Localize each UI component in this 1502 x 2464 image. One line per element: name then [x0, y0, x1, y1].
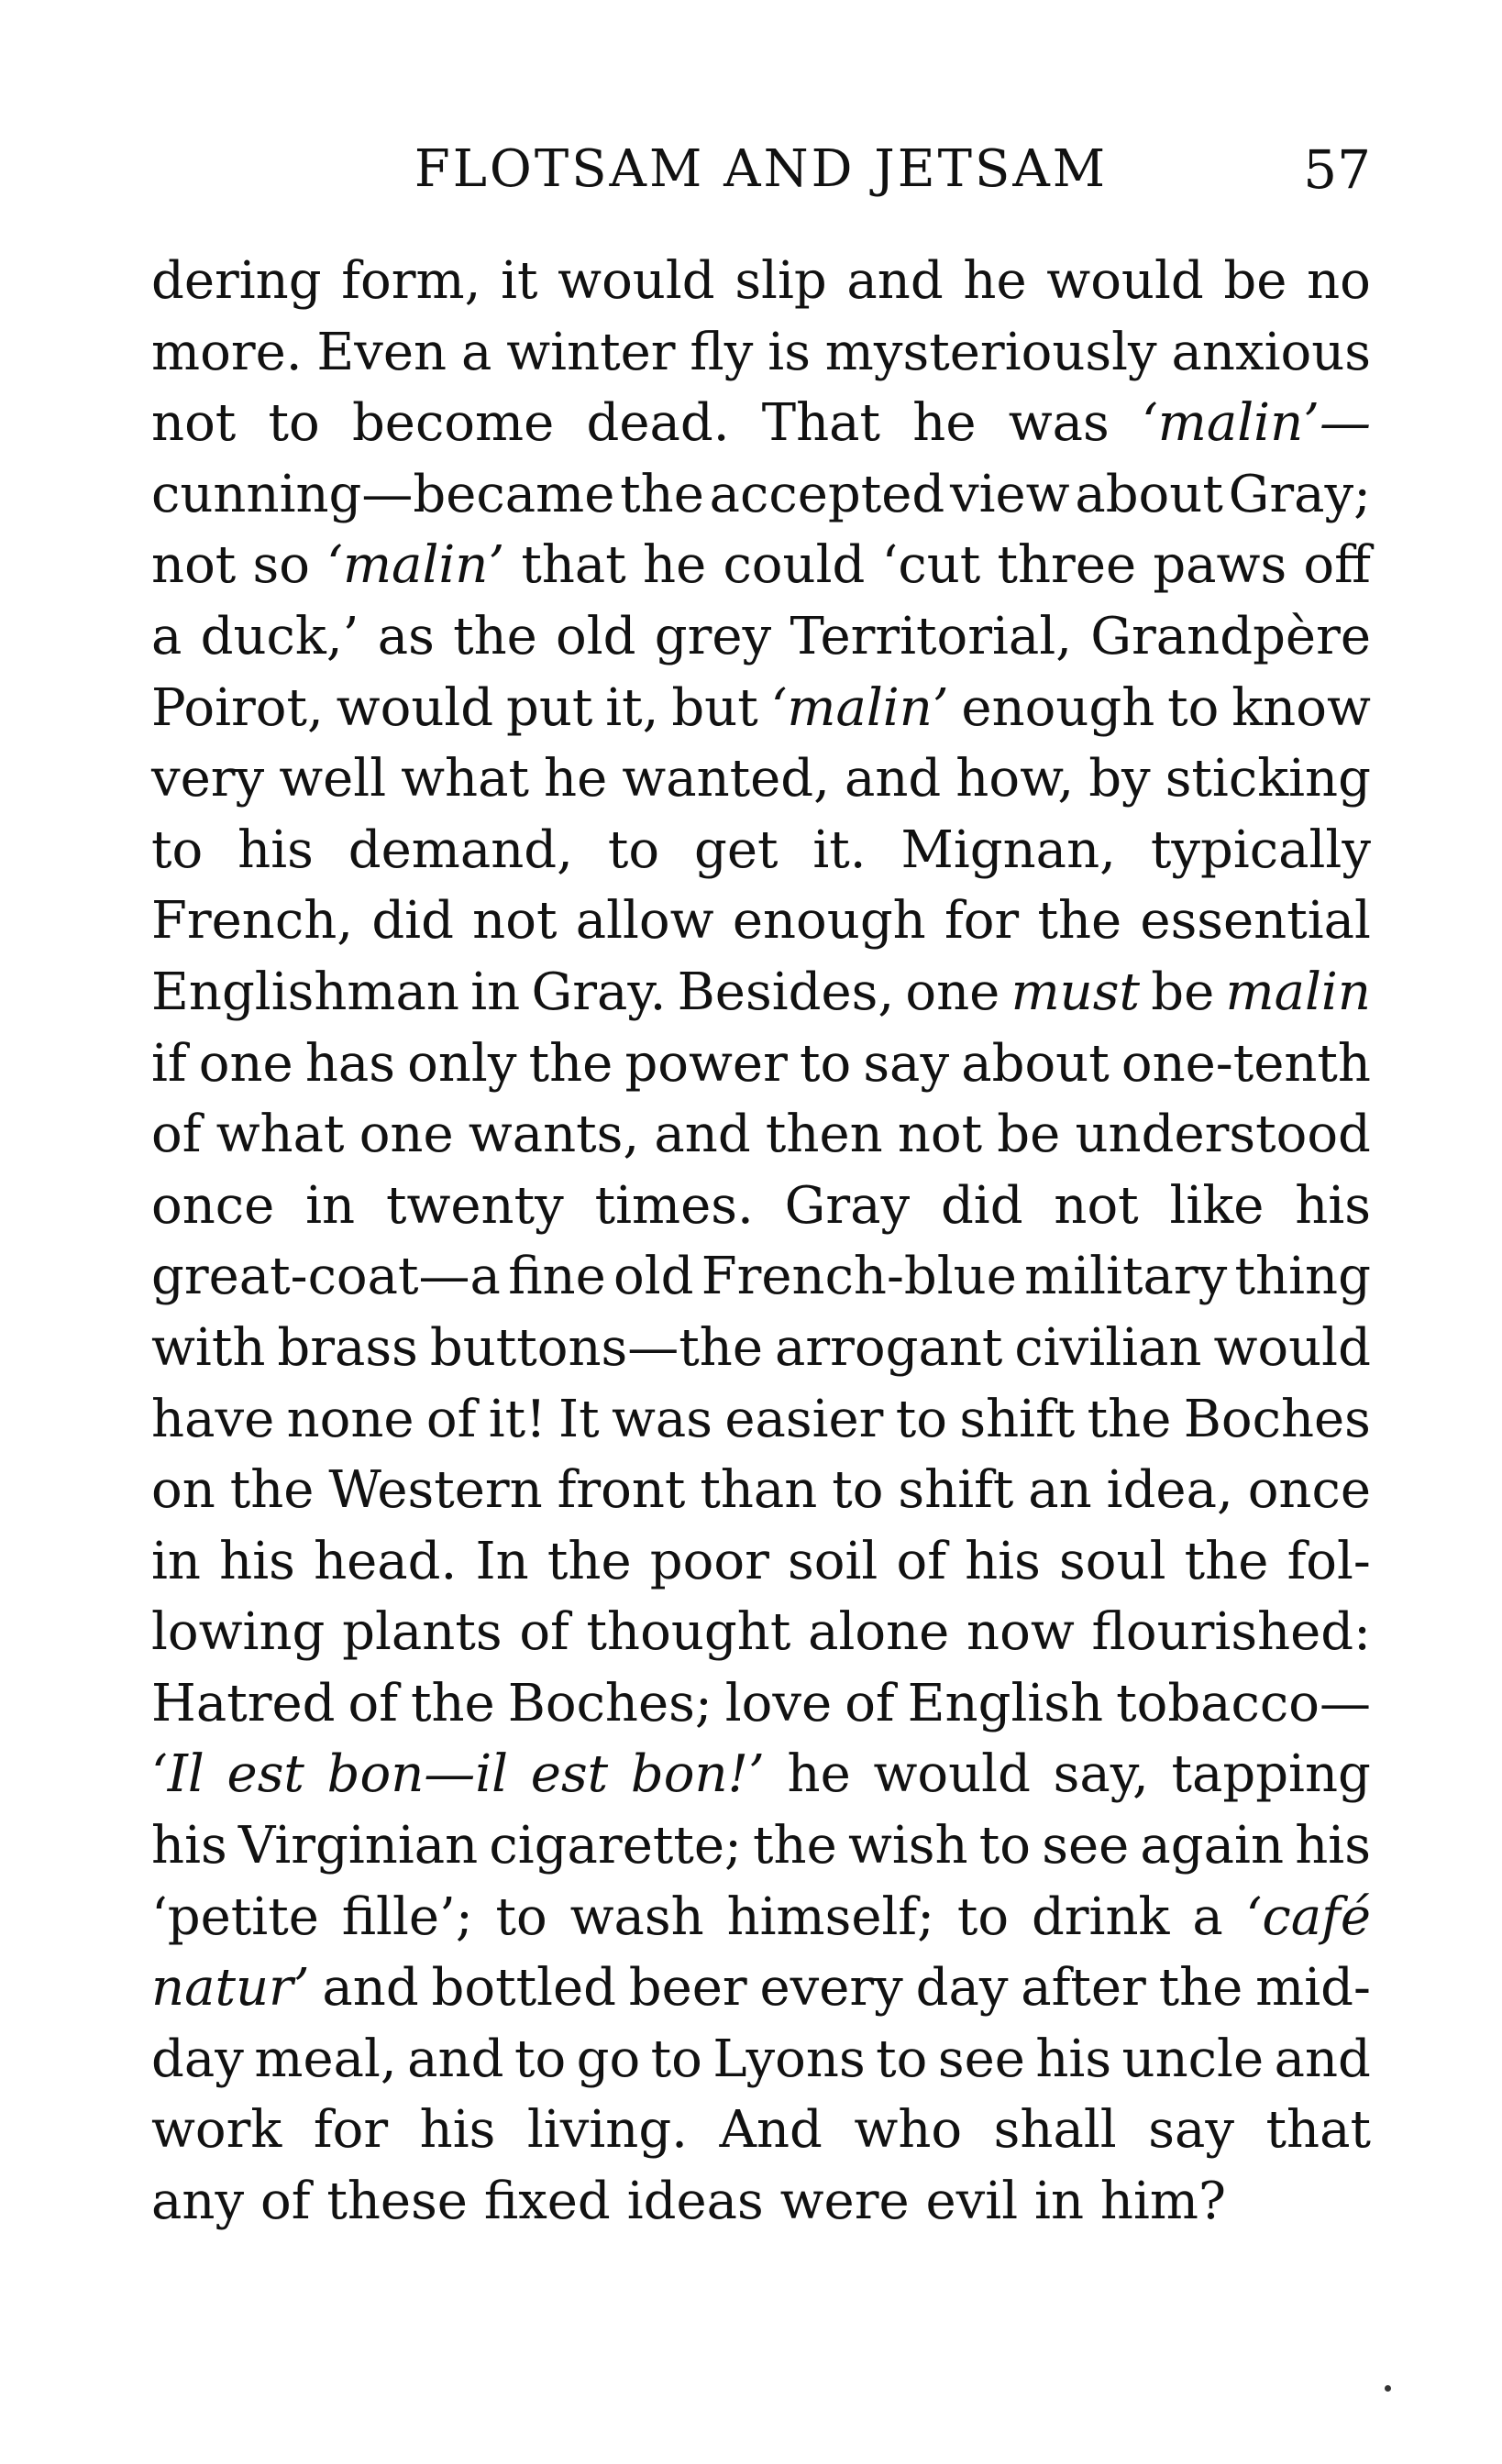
word: not — [472, 891, 558, 952]
word: once — [1247, 1460, 1371, 1521]
word: these — [326, 2172, 468, 2232]
text-line — [151, 1028, 1371, 1100]
word: fly — [690, 322, 754, 382]
text-line — [151, 1241, 1371, 1313]
text-line — [151, 1739, 1371, 1810]
word: mid- — [1255, 1958, 1371, 2018]
word: for — [313, 2100, 389, 2161]
word: winter — [506, 322, 676, 382]
word: Boches; — [507, 1673, 712, 1733]
word: day — [915, 1958, 1009, 2018]
word: that — [1265, 2100, 1371, 2161]
word: brass — [277, 1317, 418, 1378]
word: ‘café — [1245, 1886, 1371, 1947]
word: the — [1158, 1958, 1243, 2018]
word: to — [799, 1033, 852, 1094]
word: only — [407, 1033, 517, 1094]
word: now — [966, 1602, 1075, 1663]
running-title: FLOTSAM AND JETSAM — [414, 139, 1109, 199]
word: the — [1037, 891, 1122, 952]
word: duck,’ — [200, 606, 359, 666]
text-line — [151, 1384, 1371, 1456]
word: of — [896, 1531, 946, 1591]
word: would — [1046, 251, 1204, 311]
word: to — [876, 2029, 928, 2089]
word: is — [768, 322, 811, 382]
word: be — [997, 1105, 1061, 1165]
body-text — [151, 246, 1371, 2238]
word: to — [650, 2029, 702, 2089]
word: he — [643, 535, 707, 596]
word: mysteriously — [824, 322, 1157, 382]
word: the — [528, 1033, 613, 1094]
word: if — [151, 1033, 187, 1094]
word: one — [198, 1033, 293, 1094]
word: one — [905, 962, 1000, 1022]
word: meal, — [254, 2029, 397, 2089]
text-line — [151, 317, 1371, 389]
word: every — [759, 1958, 903, 2018]
word: cunning—became — [151, 464, 615, 524]
word: fixed — [483, 2172, 611, 2232]
word: very — [151, 749, 265, 809]
word: it! — [488, 1389, 547, 1449]
word: Western — [328, 1460, 543, 1521]
word: of — [151, 1105, 202, 1165]
word: again — [1140, 1816, 1285, 1876]
word: to — [495, 1886, 547, 1947]
word: ‘malin’ — [326, 535, 505, 596]
text-line — [151, 886, 1371, 957]
word: be — [1151, 962, 1215, 1022]
word: tapping — [1171, 1744, 1371, 1805]
word: slip — [734, 251, 827, 311]
word: to — [514, 2029, 567, 2089]
word: what — [215, 1105, 345, 1165]
word: Territorial, — [790, 606, 1073, 666]
word: has — [304, 1033, 396, 1094]
word: of — [845, 1673, 895, 1733]
word: for — [944, 891, 1020, 952]
word: say, — [1053, 1744, 1149, 1805]
word: well — [279, 749, 387, 809]
word: and — [407, 2029, 504, 2089]
word: evil — [925, 2172, 1019, 2232]
word: go — [576, 2029, 641, 2089]
word: plants — [342, 1602, 503, 1663]
word: not — [897, 1105, 983, 1165]
word: say — [863, 1033, 950, 1094]
print-speck — [1385, 2385, 1391, 2392]
page-number: 57 — [1303, 138, 1371, 201]
word: Lyons — [712, 2029, 866, 2089]
word: to — [895, 1389, 948, 1449]
text-line — [151, 1455, 1371, 1526]
word: est — [226, 1744, 304, 1805]
word: he — [787, 1744, 851, 1805]
word: soul — [1059, 1531, 1166, 1591]
word: his — [1295, 1816, 1371, 1876]
word: must — [1011, 962, 1140, 1022]
word: Poirot, — [151, 677, 324, 738]
word: dead. — [586, 393, 730, 454]
word: Gray; — [1228, 464, 1371, 524]
word: what — [401, 749, 530, 809]
word: French, — [151, 891, 354, 952]
word: In — [475, 1531, 529, 1591]
word: himself; — [726, 1886, 935, 1947]
word: fol- — [1287, 1531, 1371, 1591]
word: And — [719, 2100, 823, 2161]
word: the — [229, 1460, 315, 1521]
word: in — [1034, 2172, 1085, 2232]
word: idea, — [1106, 1460, 1233, 1521]
word: have — [151, 1389, 275, 1449]
text-line — [151, 388, 1371, 459]
word: easier — [724, 1389, 884, 1449]
word: the — [1087, 1389, 1172, 1449]
word: get — [693, 820, 779, 880]
word: typically — [1150, 820, 1371, 880]
word: once — [151, 1175, 275, 1236]
word: of — [425, 1389, 477, 1449]
word: front — [557, 1460, 686, 1521]
word: It — [558, 1389, 600, 1449]
word: twenty — [385, 1175, 564, 1236]
page-header — [151, 128, 1371, 211]
word: to — [268, 393, 320, 454]
word: and — [1274, 2029, 1371, 2089]
word: beer — [628, 1958, 747, 2018]
word: love — [724, 1673, 833, 1733]
word: paws — [1153, 535, 1287, 596]
word: alone — [808, 1602, 950, 1663]
text-line — [151, 459, 1371, 531]
word: to — [1167, 677, 1220, 738]
text-line — [151, 1099, 1371, 1171]
word: three — [997, 535, 1137, 596]
word: to — [151, 820, 204, 880]
text-line — [151, 601, 1371, 673]
text-line — [151, 1171, 1371, 1242]
word: that — [521, 535, 626, 596]
word: was — [1008, 393, 1110, 454]
word: his — [1295, 1175, 1371, 1236]
word: it. — [812, 820, 867, 880]
text-line — [151, 1882, 1371, 1953]
word: him? — [1099, 2172, 1227, 2232]
word: tobacco— — [1116, 1673, 1371, 1733]
word: cigarette; — [489, 1816, 742, 1876]
word: English — [907, 1673, 1104, 1733]
word: bon—il — [326, 1744, 509, 1805]
text-line — [151, 2095, 1371, 2166]
word: know — [1231, 677, 1371, 738]
word: ‘malin’ — [770, 677, 949, 738]
word: to — [832, 1460, 884, 1521]
text-line — [151, 957, 1371, 1028]
word: than — [700, 1460, 818, 1521]
word: Gray — [784, 1175, 911, 1236]
text-line — [151, 2024, 1371, 2096]
word: it, — [605, 677, 659, 738]
word: did — [940, 1175, 1023, 1236]
word: his — [1035, 2029, 1112, 2089]
word: Besides, — [677, 962, 895, 1022]
word: more. — [151, 322, 303, 382]
text-line — [151, 1597, 1371, 1668]
word: were — [779, 2172, 910, 2232]
word: then — [765, 1105, 883, 1165]
word: of — [519, 1602, 569, 1663]
text-line — [151, 1952, 1371, 2024]
word: malin — [1225, 962, 1371, 1022]
word: arrogant — [774, 1317, 1003, 1378]
word: would — [873, 1744, 1031, 1805]
word: in — [151, 1531, 201, 1591]
word: military — [1024, 1247, 1228, 1307]
word: and — [846, 251, 944, 311]
word: soil — [788, 1531, 878, 1591]
word: the — [410, 1673, 495, 1733]
word: in — [305, 1175, 356, 1236]
word: anxious — [1171, 322, 1371, 382]
word: no — [1307, 251, 1371, 311]
word: so — [252, 535, 310, 596]
word: he — [963, 251, 1027, 311]
word: none — [286, 1389, 414, 1449]
word: he — [544, 749, 608, 809]
text-line — [151, 2166, 1371, 2238]
word: view — [949, 464, 1070, 524]
word: enough — [961, 677, 1155, 738]
word: of — [260, 2172, 311, 2232]
word: uncle — [1121, 2029, 1265, 2089]
word: allow — [575, 891, 714, 952]
word: sticking — [1165, 749, 1371, 809]
word: essential — [1140, 891, 1371, 952]
word: would — [1213, 1317, 1371, 1378]
word: form, — [341, 251, 481, 311]
word: ‘petite — [151, 1886, 319, 1947]
word: on — [151, 1460, 215, 1521]
word: the — [547, 1531, 632, 1591]
word: one — [359, 1105, 454, 1165]
word: ‘malin’— — [1141, 393, 1371, 454]
word: That — [761, 393, 881, 454]
word: be — [1223, 251, 1287, 311]
word: put — [506, 677, 593, 738]
word: in — [470, 962, 521, 1022]
word: of — [348, 1673, 398, 1733]
word: a — [1192, 1886, 1223, 1947]
word: about — [1075, 464, 1223, 524]
word: Virginian — [237, 1816, 479, 1876]
word: demand, — [348, 820, 573, 880]
word: about — [961, 1033, 1110, 1094]
word: not — [151, 393, 237, 454]
text-line — [151, 743, 1371, 815]
word: would — [558, 251, 715, 311]
word: the — [1184, 1531, 1269, 1591]
word: times. — [594, 1175, 754, 1236]
word: see — [1042, 1816, 1130, 1876]
word: shift — [959, 1389, 1076, 1449]
word: Englishman — [151, 962, 459, 1022]
word: with — [151, 1317, 266, 1378]
word: an — [1028, 1460, 1092, 1521]
word: flourished: — [1091, 1602, 1371, 1663]
word: shall — [993, 2100, 1117, 2161]
word: to — [978, 1816, 1032, 1876]
word: understood — [1075, 1105, 1371, 1165]
text-line — [151, 673, 1371, 744]
word: Hatred — [151, 1673, 336, 1733]
word: bon!’ — [630, 1744, 765, 1805]
word: dering — [151, 251, 322, 311]
word: wish — [847, 1816, 968, 1876]
word: did — [371, 891, 454, 952]
word: wanted, — [622, 749, 830, 809]
word: living. — [526, 2100, 688, 2161]
word: work — [151, 2100, 282, 2161]
word: drink — [1031, 1886, 1170, 1947]
word: his — [151, 1816, 227, 1876]
word: Mignan, — [900, 820, 1116, 880]
word: shift — [898, 1460, 1014, 1521]
word: French-blue — [701, 1247, 1017, 1307]
word: who — [854, 2100, 963, 2161]
word: like — [1169, 1175, 1265, 1236]
word: est — [530, 1744, 609, 1805]
word: by — [1088, 749, 1151, 809]
word: bottled — [431, 1958, 616, 2018]
word: a — [460, 322, 492, 382]
word: poor — [649, 1531, 769, 1591]
word: would — [336, 677, 494, 738]
text-line — [151, 1313, 1371, 1384]
word: ‘Il — [151, 1744, 204, 1805]
word: civilian — [1014, 1317, 1202, 1378]
word: buttons—the — [429, 1317, 763, 1378]
word: could — [723, 535, 866, 596]
word: after — [1021, 1958, 1146, 2018]
word: and — [322, 1958, 419, 2018]
word: ideas — [626, 2172, 764, 2232]
word: and — [654, 1105, 751, 1165]
word: old — [613, 1247, 694, 1307]
word: the — [620, 464, 704, 524]
text-line — [151, 530, 1371, 601]
word: ‘cut — [881, 535, 981, 596]
word: Boches — [1183, 1389, 1371, 1449]
word: day — [151, 2029, 244, 2089]
word: enough — [732, 891, 926, 952]
word: to — [956, 1886, 1010, 1947]
word: to — [607, 820, 660, 880]
text-line — [151, 1526, 1371, 1598]
word: see — [937, 2029, 1025, 2089]
word: lowing — [151, 1602, 326, 1663]
word: it — [501, 251, 538, 311]
word: Grandpère — [1090, 606, 1371, 666]
word: wants, — [468, 1105, 640, 1165]
word: his — [965, 1531, 1041, 1591]
word: power — [624, 1033, 788, 1094]
word: accepted — [709, 464, 945, 524]
text-line — [151, 1668, 1371, 1740]
word: the — [753, 1816, 837, 1876]
word: not — [151, 535, 237, 596]
word: not — [1054, 1175, 1139, 1236]
word: become — [351, 393, 555, 454]
text-line — [151, 815, 1371, 886]
text-line — [151, 246, 1371, 317]
word: thought — [586, 1602, 791, 1663]
word: his — [237, 820, 314, 880]
word: off — [1303, 535, 1371, 596]
word: grey — [654, 606, 772, 666]
word: old — [556, 606, 636, 666]
word: was — [611, 1389, 713, 1449]
word: fine — [508, 1247, 606, 1307]
word: Even — [316, 322, 447, 382]
text-line — [151, 1810, 1371, 1882]
word: but — [671, 677, 758, 738]
word: say — [1148, 2100, 1234, 2161]
word: a — [151, 606, 182, 666]
word: Gray. — [531, 962, 667, 1022]
word: wash — [569, 1886, 704, 1947]
word: how, — [955, 749, 1075, 809]
word: fille’; — [341, 1886, 473, 1947]
word: he — [912, 393, 977, 454]
word: head. — [314, 1531, 458, 1591]
word: and — [844, 749, 942, 809]
word: great-coat—a — [151, 1247, 501, 1307]
word: natur’ — [151, 1958, 310, 2018]
word: as — [377, 606, 435, 666]
word: any — [151, 2172, 245, 2232]
word: his — [419, 2100, 496, 2161]
word: thing — [1234, 1247, 1371, 1307]
word: one-tenth — [1121, 1033, 1371, 1094]
word: his — [219, 1531, 295, 1591]
word: the — [453, 606, 537, 666]
